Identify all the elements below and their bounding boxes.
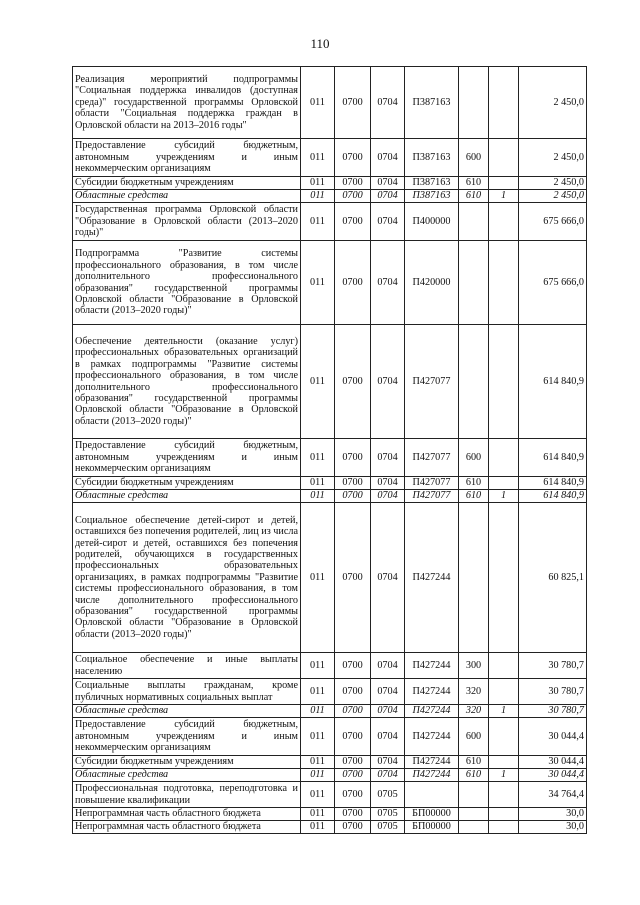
expense-type-code-cell (459, 325, 489, 439)
row-name-cell: Субсидии бюджетным учреждениям (73, 477, 301, 490)
table-row (73, 808, 587, 821)
table-row (73, 503, 587, 653)
section-code-cell: 0700 (335, 769, 371, 782)
subsection-code-cell: 0704 (371, 241, 405, 325)
subsection-code-cell: 0705 (371, 821, 405, 834)
expense-type-code-cell: 300 (459, 653, 489, 679)
row-name-cell: Областные средства (73, 190, 301, 203)
expense-type-code-cell (459, 821, 489, 834)
row-name-cell: Непрограммная часть областного бюджета (73, 821, 301, 834)
source-code-cell (489, 679, 519, 705)
amount-cell: 614 840,9 (519, 490, 587, 503)
amount-cell: 614 840,9 (519, 477, 587, 490)
amount-cell: 30 780,7 (519, 653, 587, 679)
source-code-cell (489, 177, 519, 190)
amount-cell: 34 764,4 (519, 782, 587, 808)
ministry-code-cell: 011 (301, 808, 335, 821)
subsection-code-cell: 0704 (371, 490, 405, 503)
subsection-code-cell: 0705 (371, 808, 405, 821)
expense-type-code-cell: 600 (459, 139, 489, 177)
section-code-cell: 0700 (335, 821, 371, 834)
row-name-cell: Государственная программа Орловской области "Образование в Орловской области (2013–2020 годы)" (73, 203, 301, 241)
section-code-cell: 0700 (335, 503, 371, 653)
ministry-code-cell: 011 (301, 241, 335, 325)
table-row (73, 653, 587, 679)
target-article-code-cell: БП00000 (405, 808, 459, 821)
expense-type-code-cell: 320 (459, 679, 489, 705)
amount-cell: 2 450,0 (519, 139, 587, 177)
amount-cell: 2 450,0 (519, 190, 587, 203)
subsection-code-cell: 0705 (371, 782, 405, 808)
subsection-code-cell: 0704 (371, 67, 405, 139)
page-number: 110 (310, 36, 330, 51)
row-name-cell: Областные средства (73, 490, 301, 503)
table-body (73, 67, 587, 834)
target-article-code-cell: П427244 (405, 756, 459, 769)
amount-cell: 30 044,4 (519, 769, 587, 782)
expense-type-code-cell (459, 203, 489, 241)
section-code-cell: 0700 (335, 139, 371, 177)
ministry-code-cell: 011 (301, 705, 335, 718)
ministry-code-cell: 011 (301, 756, 335, 769)
source-code-cell (489, 241, 519, 325)
section-code-cell: 0700 (335, 241, 371, 325)
source-code-cell (489, 503, 519, 653)
section-code-cell: 0700 (335, 718, 371, 756)
ministry-code-cell: 011 (301, 203, 335, 241)
expense-type-code-cell: 600 (459, 439, 489, 477)
ministry-code-cell: 011 (301, 190, 335, 203)
section-code-cell: 0700 (335, 679, 371, 705)
table-row (73, 705, 587, 718)
source-code-cell: 1 (489, 769, 519, 782)
section-code-cell: 0700 (335, 653, 371, 679)
section-code-cell: 0700 (335, 67, 371, 139)
source-code-cell (489, 718, 519, 756)
subsection-code-cell: 0704 (371, 477, 405, 490)
amount-cell: 2 450,0 (519, 67, 587, 139)
expense-type-code-cell: 610 (459, 490, 489, 503)
subsection-code-cell: 0704 (371, 705, 405, 718)
ministry-code-cell: 011 (301, 177, 335, 190)
table-row (73, 67, 587, 139)
target-article-code-cell: П427077 (405, 477, 459, 490)
subsection-code-cell: 0704 (371, 325, 405, 439)
ministry-code-cell: 011 (301, 477, 335, 490)
row-name-cell: Подпрограмма "Развитие системы профессионального образования, в том числе дополнительного профессионального образования" государственной программы Орловской области "Образование в Орловской области (2013–2020 годы)" (73, 241, 301, 325)
row-name-cell: Социальные выплаты гражданам, кроме публичных нормативных социальных выплат (73, 679, 301, 705)
budget-table (72, 66, 587, 834)
expense-type-code-cell (459, 241, 489, 325)
table-row (73, 756, 587, 769)
subsection-code-cell: 0704 (371, 503, 405, 653)
section-code-cell: 0700 (335, 439, 371, 477)
target-article-code-cell: П427244 (405, 503, 459, 653)
section-code-cell: 0700 (335, 756, 371, 769)
source-code-cell: 1 (489, 190, 519, 203)
target-article-code-cell: П400000 (405, 203, 459, 241)
ministry-code-cell: 011 (301, 439, 335, 477)
row-name-cell: Профессиональная подготовка, переподготовка и повышение квалификации (73, 782, 301, 808)
ministry-code-cell: 011 (301, 325, 335, 439)
ministry-code-cell: 011 (301, 769, 335, 782)
expense-type-code-cell: 600 (459, 718, 489, 756)
table-row (73, 679, 587, 705)
target-article-code-cell (405, 782, 459, 808)
section-code-cell: 0700 (335, 808, 371, 821)
amount-cell: 30,0 (519, 821, 587, 834)
amount-cell: 30 780,7 (519, 705, 587, 718)
row-name-cell: Областные средства (73, 705, 301, 718)
source-code-cell (489, 325, 519, 439)
source-code-cell (489, 756, 519, 769)
target-article-code-cell: П387163 (405, 190, 459, 203)
source-code-cell (489, 67, 519, 139)
section-code-cell: 0700 (335, 705, 371, 718)
ministry-code-cell: 011 (301, 503, 335, 653)
expense-type-code-cell (459, 782, 489, 808)
expense-type-code-cell: 320 (459, 705, 489, 718)
ministry-code-cell: 011 (301, 490, 335, 503)
table-row (73, 477, 587, 490)
amount-cell: 675 666,0 (519, 203, 587, 241)
ministry-code-cell: 011 (301, 821, 335, 834)
target-article-code-cell: П427244 (405, 769, 459, 782)
expense-type-code-cell: 610 (459, 477, 489, 490)
subsection-code-cell: 0704 (371, 679, 405, 705)
table-row (73, 782, 587, 808)
amount-cell: 30 044,4 (519, 756, 587, 769)
row-name-cell: Социальное обеспечение детей-сирот и детей, оставшихся без попечения родителей, лиц из числа детей-сирот и детей, оставшихся без попечения родителей, обучающихся в государственных профессиональных образовательных организациях, в рамках подпрограммы "Развитие системы профессионального образования, в том числе дополнительного профессионального образования" государственной программы Орловской области "Образование в Орловской области (2013–2020 годы)" (73, 503, 301, 653)
target-article-code-cell: П427077 (405, 490, 459, 503)
subsection-code-cell: 0704 (371, 756, 405, 769)
table-row (73, 325, 587, 439)
expense-type-code-cell: 610 (459, 756, 489, 769)
amount-cell: 30 044,4 (519, 718, 587, 756)
amount-cell: 2 450,0 (519, 177, 587, 190)
source-code-cell (489, 821, 519, 834)
source-code-cell (489, 808, 519, 821)
table-row (73, 241, 587, 325)
expense-type-code-cell: 610 (459, 190, 489, 203)
row-name-cell: Предоставление субсидий бюджетным, автономным учреждениям и иным некоммерческим организациям (73, 139, 301, 177)
row-name-cell: Реализация мероприятий подпрограммы "Социальная поддержка инвалидов (доступная среда)" государственной программы Орловской области "Социальная поддержка граждан в Орловской области на 2013–2016 годы" (73, 67, 301, 139)
amount-cell: 675 666,0 (519, 241, 587, 325)
source-code-cell: 1 (489, 490, 519, 503)
ministry-code-cell: 011 (301, 67, 335, 139)
row-name-cell: Областные средства (73, 769, 301, 782)
ministry-code-cell: 011 (301, 782, 335, 808)
row-name-cell: Субсидии бюджетным учреждениям (73, 756, 301, 769)
expense-type-code-cell (459, 808, 489, 821)
subsection-code-cell: 0704 (371, 190, 405, 203)
amount-cell: 30,0 (519, 808, 587, 821)
row-name-cell: Предоставление субсидий бюджетным, автономным учреждениям и иным некоммерческим организациям (73, 718, 301, 756)
subsection-code-cell: 0704 (371, 139, 405, 177)
table-row (73, 190, 587, 203)
source-code-cell (489, 203, 519, 241)
subsection-code-cell: 0704 (371, 177, 405, 190)
source-code-cell (489, 782, 519, 808)
subsection-code-cell: 0704 (371, 439, 405, 477)
section-code-cell: 0700 (335, 490, 371, 503)
source-code-cell (489, 439, 519, 477)
table-row (73, 718, 587, 756)
table-row (73, 490, 587, 503)
target-article-code-cell: П427244 (405, 718, 459, 756)
amount-cell: 614 840,9 (519, 325, 587, 439)
ministry-code-cell: 011 (301, 653, 335, 679)
source-code-cell (489, 139, 519, 177)
amount-cell: 30 780,7 (519, 679, 587, 705)
section-code-cell: 0700 (335, 177, 371, 190)
section-code-cell: 0700 (335, 325, 371, 439)
source-code-cell (489, 653, 519, 679)
subsection-code-cell: 0704 (371, 769, 405, 782)
source-code-cell (489, 477, 519, 490)
expense-type-code-cell: 610 (459, 769, 489, 782)
section-code-cell: 0700 (335, 190, 371, 203)
expense-type-code-cell (459, 503, 489, 653)
subsection-code-cell: 0704 (371, 203, 405, 241)
amount-cell: 614 840,9 (519, 439, 587, 477)
target-article-code-cell: П420000 (405, 241, 459, 325)
subsection-code-cell: 0704 (371, 718, 405, 756)
section-code-cell: 0700 (335, 477, 371, 490)
row-name-cell: Предоставление субсидий бюджетным, автономным учреждениям и иным некоммерческим организациям (73, 439, 301, 477)
row-name-cell: Обеспечение деятельности (оказание услуг) профессиональных образовательных организаций в рамках подпрограммы "Развитие системы профессионального образования, в том числе дополнительного профессионального образования" государственной программы Орловской области "Образование в Орловской области (2013–2020 годы)" (73, 325, 301, 439)
ministry-code-cell: 011 (301, 718, 335, 756)
target-article-code-cell: П427077 (405, 439, 459, 477)
section-code-cell: 0700 (335, 782, 371, 808)
row-name-cell: Субсидии бюджетным учреждениям (73, 177, 301, 190)
section-code-cell: 0700 (335, 203, 371, 241)
target-article-code-cell: П427077 (405, 325, 459, 439)
ministry-code-cell: 011 (301, 679, 335, 705)
row-name-cell: Непрограммная часть областного бюджета (73, 808, 301, 821)
table-row (73, 139, 587, 177)
ministry-code-cell: 011 (301, 139, 335, 177)
source-code-cell: 1 (489, 705, 519, 718)
target-article-code-cell: БП00000 (405, 821, 459, 834)
table-row (73, 177, 587, 190)
table-row (73, 821, 587, 834)
target-article-code-cell: П427244 (405, 653, 459, 679)
row-name-cell: Социальное обеспечение и иные выплаты населению (73, 653, 301, 679)
target-article-code-cell: П387163 (405, 67, 459, 139)
table-row (73, 769, 587, 782)
amount-cell: 60 825,1 (519, 503, 587, 653)
expense-type-code-cell: 610 (459, 177, 489, 190)
target-article-code-cell: П427244 (405, 705, 459, 718)
target-article-code-cell: П387163 (405, 139, 459, 177)
expense-type-code-cell (459, 67, 489, 139)
subsection-code-cell: 0704 (371, 653, 405, 679)
table-row (73, 203, 587, 241)
target-article-code-cell: П427244 (405, 679, 459, 705)
target-article-code-cell: П387163 (405, 177, 459, 190)
table-row (73, 439, 587, 477)
